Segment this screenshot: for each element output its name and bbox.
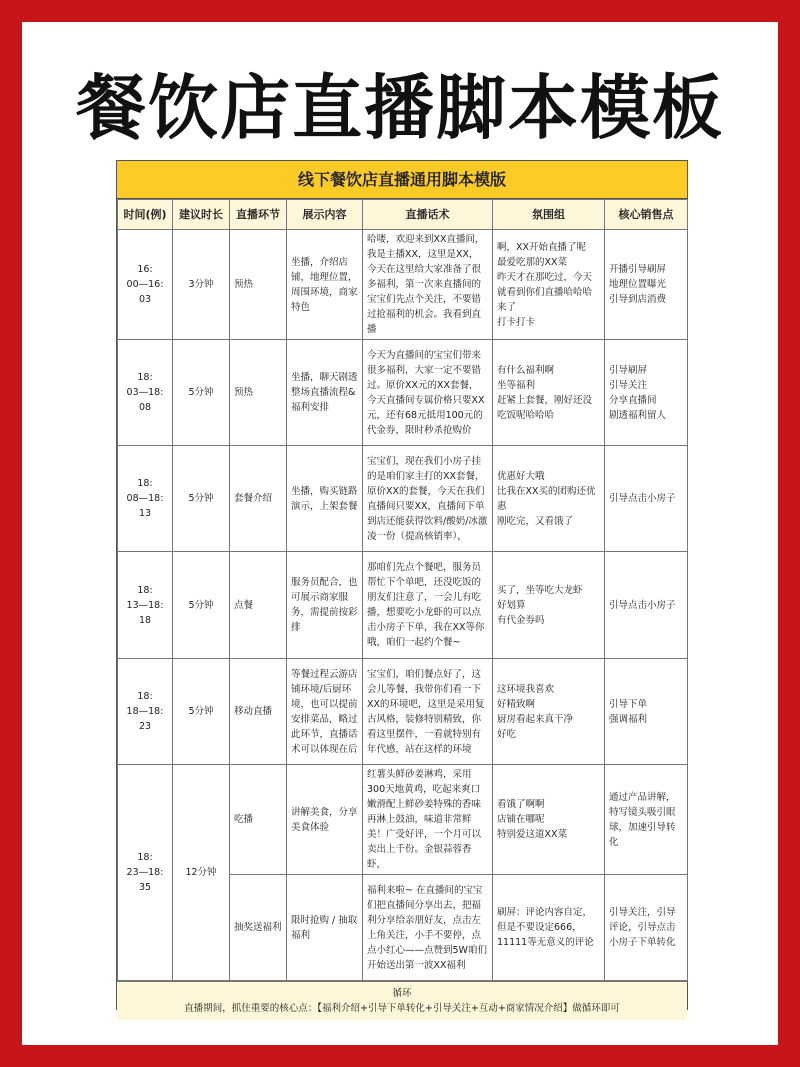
cell-content: 限时抢购 / 抽取福利 <box>287 875 363 981</box>
cell-core: 引导下单 强调福利 <box>605 659 688 765</box>
cell-content: 坐播，介绍店铺，地理位置，周围环境，商家特色 <box>287 230 363 340</box>
cell-duration: 5分钟 <box>173 552 230 659</box>
cell-core: 引导点击小房子 <box>605 552 688 659</box>
table-row <box>118 552 688 659</box>
header-duration: 建议时长 <box>173 200 230 230</box>
cell-segment: 预热 <box>230 340 287 446</box>
cell-duration: 3分钟 <box>173 230 230 340</box>
cell-time: 18: 23—18: 35 <box>118 765 173 981</box>
cell-script: 宝宝们，咱们餐点好了，这会儿等餐，我带你们看一下XX的环境吧，这里是采用复古风格，装修特别精致，你看这里摆件，一看就特别有年代感，站在这样的环境 <box>363 659 493 765</box>
cell-time: 18: 03—18: 08 <box>118 340 173 446</box>
cell-segment: 抽奖送福利 <box>230 875 287 981</box>
cell-segment: 预热 <box>230 230 287 340</box>
loop-note: 直播期间，抓住重要的核心点：【福利介绍+引导下单转化+引导关注+互动+商家情况介绍】做循环即可 <box>184 1003 620 1014</box>
cell-vibe: 看饿了啊啊 店铺在哪呢 特别爱这道XX菜 <box>493 765 605 875</box>
header-segment: 直播环节 <box>230 200 287 230</box>
cell-content: 服务员配合，也可展示商家服务，需提前按彩排 <box>287 552 363 659</box>
header-script: 直播话术 <box>363 200 493 230</box>
table-header-row <box>118 200 688 230</box>
header-content: 展示内容 <box>287 200 363 230</box>
cell-duration: 5分钟 <box>173 340 230 446</box>
table-row <box>118 765 688 875</box>
cell-vibe: 有什么福利啊 坐等福利 赶紧上套餐，刚好还没吃饭呢哈哈哈 <box>493 340 605 446</box>
script-sheet <box>116 160 688 1014</box>
cell-segment: 移动直播 <box>230 659 287 765</box>
sheet-title: 线下餐饮店直播通用脚本模版 <box>117 161 687 199</box>
script-table <box>117 199 688 981</box>
cell-duration: 5分钟 <box>173 446 230 552</box>
cell-content: 讲解美食，分享美食体验 <box>287 765 363 875</box>
table-row <box>118 230 688 340</box>
cell-script: 红薯头鲜砂姜淋鸡，采用300天地黄鸡，吃起来爽口嫩滑配上鲜砂姜特殊的香味再淋上鼓油，味道非常鲜美！广受好评，一个月可以卖出上千份。金银蒜蓉香虾， <box>363 765 493 875</box>
cell-content: 等餐过程云游店铺环境/后厨环境，也可以提前安排菜品，略过此环节，直播话术可以体现在后 <box>287 659 363 765</box>
cell-content: 坐播，购买链路演示，上架套餐 <box>287 446 363 552</box>
cell-vibe: 买了，坐等吃大龙虾 好划算 有代金券吗 <box>493 552 605 659</box>
cell-time: 18: 18—18: 23 <box>118 659 173 765</box>
loop-footer <box>117 981 687 1020</box>
cell-script: 今天为直播间的宝宝们带来很多福利，大家一定不要错过。原价XX元的XX套餐，今天直播间专属价格只要XX元，还有68元抵用100元的代金券，限时秒杀抢购价 <box>363 340 493 446</box>
cell-core: 引导关注，引导评论，引导点击小房子下单转化 <box>605 875 688 981</box>
table-row <box>118 340 688 446</box>
cell-core: 引导点击小房子 <box>605 446 688 552</box>
cell-core: 引导刷屏 引导关注 分享直播间 剧透福利留人 <box>605 340 688 446</box>
cell-vibe: 优惠好大哦 比我在XX买的团购还优惠 刚吃完，又看饿了 <box>493 446 605 552</box>
cell-script: 福利来啦~ 在直播间的宝宝们把直播间分享出去，把福利分享给亲朋好友，点击左上角关注，小手不要停，点点小红心——点赞到5W咱们开始送出第一波XX福利 <box>363 875 493 981</box>
header-time: 时间(例) <box>118 200 173 230</box>
header-core: 核心销售点 <box>605 200 688 230</box>
cell-time: 16: 00—16: 03 <box>118 230 173 340</box>
cell-vibe: 啊，XX开始直播了呢 最爱吃那的XX菜 昨天才在那吃过，今天就看到你们直播哈哈哈来了 打卡打卡 <box>493 230 605 340</box>
header-vibe: 氛围组 <box>493 200 605 230</box>
page-title: 餐饮店直播脚本模板 <box>76 67 724 149</box>
cell-vibe: 刷屏：评论内容自定，但是不要设定666，11111等无意义的评论 <box>493 875 605 981</box>
cell-segment: 点餐 <box>230 552 287 659</box>
cell-core: 开播引导刷屏 地理位置曝光 引导到店消费 <box>605 230 688 340</box>
table-row <box>118 659 688 765</box>
loop-label: 循环 <box>392 988 412 999</box>
cell-script: 宝宝们，现在我们小房子挂的是咱们家主打的XX套餐，原价XX的套餐，今天在我们直播间只要XX，直播间下单到店还能获得饮料/酸奶/冰激凌一份（提高核销率）， <box>363 446 493 552</box>
cell-time: 18: 13—18: 18 <box>118 552 173 659</box>
cell-segment: 套餐介绍 <box>230 446 287 552</box>
cell-duration: 5分钟 <box>173 659 230 765</box>
cell-time: 18: 08—18: 13 <box>118 446 173 552</box>
cell-segment: 吃播 <box>230 765 287 875</box>
table-row <box>118 446 688 552</box>
cell-script: 那咱们先点个餐吧，服务员帮忙下个单吧，还没吃饭的朋友们注意了，一会儿有吃播，想要吃小龙虾的可以点击小房子下单，我在XX等你哦，咱们一起约个餐~ <box>363 552 493 659</box>
cell-duration: 12分钟 <box>173 765 230 981</box>
cell-core: 通过产品讲解，特写镜头吸引眼球，加速引导转化 <box>605 765 688 875</box>
cell-content: 坐播，聊天剧透整场直播流程&福利安排 <box>287 340 363 446</box>
cell-script: 哈喽，欢迎来到XX直播间，我是主播XX，这里是XX，今天在这里给大家准备了很多福利，第一次来直播间的宝宝们先点个关注，不要错过抢福利的机会。我看到直播 <box>363 230 493 340</box>
cell-vibe: 这环境我喜欢 好精致啊 厨房看起来真干净 好吃 <box>493 659 605 765</box>
